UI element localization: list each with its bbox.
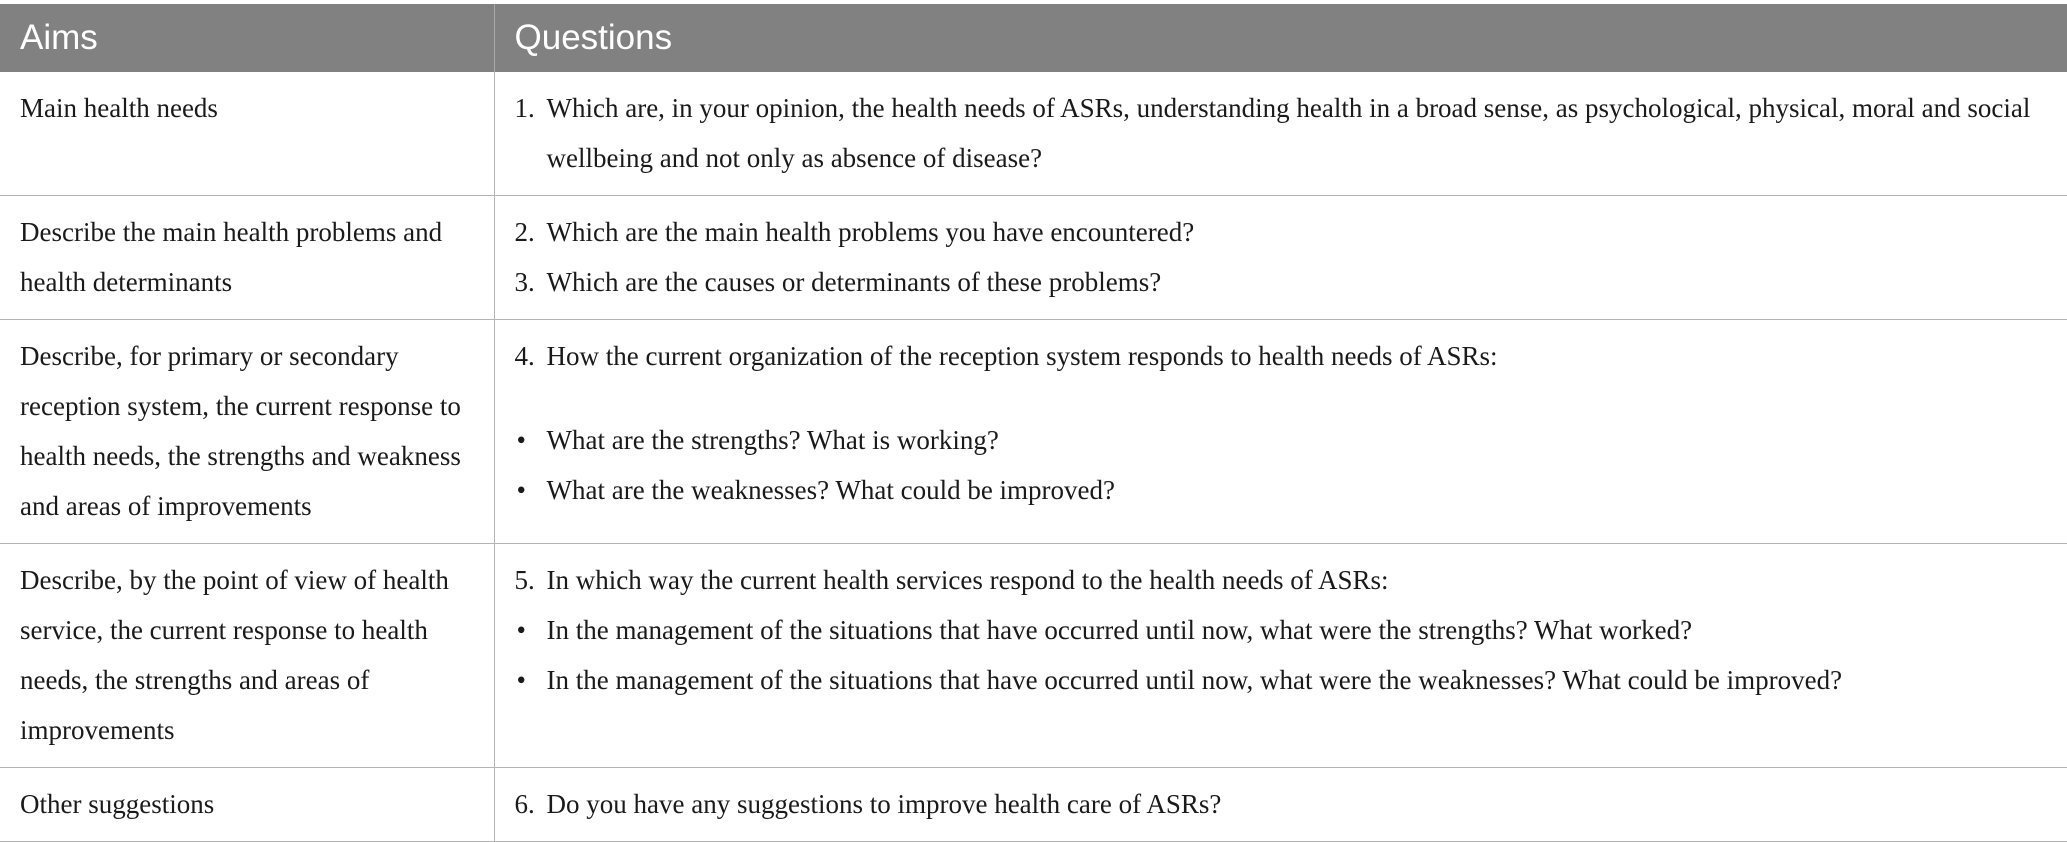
header-questions: Questions [494, 4, 2067, 72]
question-number: 5. [514, 565, 535, 595]
questions-cell [494, 72, 2067, 196]
table-row [0, 72, 2067, 196]
bullet-text: In the management of the situations that have occurred until now, what were the weaknesses? What could be improved? [546, 665, 1843, 695]
question-text: Which are the causes or determinants of these problems? [546, 267, 1162, 297]
question-number: 1. [514, 93, 535, 123]
question-number: 4. [514, 341, 535, 371]
aim-cell: Other suggestions [0, 768, 494, 842]
question-text: In which way the current health services respond to the health needs of ASRs: [546, 565, 1389, 595]
bullet-glyph: • [516, 615, 526, 645]
bullet-item [515, 655, 2048, 705]
aims-questions-table [0, 4, 2067, 842]
table-row [0, 544, 2067, 768]
aim-cell: Describe, by the point of view of health service, the current response to health needs, the strengths and areas of improvements [0, 544, 494, 768]
aim-cell: Main health needs [0, 72, 494, 196]
question-number: 6. [514, 789, 535, 819]
questions-cell [494, 768, 2067, 842]
bullet-glyph: • [516, 425, 526, 455]
question-text: How the current organization of the reception system responds to health needs of ASRs: [546, 341, 1498, 371]
question-text: Which are the main health problems you have encountered? [546, 217, 1195, 247]
question-item [515, 257, 2048, 307]
table-row [0, 320, 2067, 544]
question-item [515, 555, 2048, 605]
question-text: Which are, in your opinion, the health needs of ASRs, understanding health in a broad sense, as psychological, physical, moral and social wellbeing and not only as absence of disease? [546, 93, 2031, 173]
bullet-text: What are the strengths? What is working? [546, 425, 999, 455]
question-item [515, 779, 2048, 829]
table-row [0, 196, 2067, 320]
table-header-row [0, 4, 2067, 72]
question-text: Do you have any suggestions to improve health care of ASRs? [546, 789, 1222, 819]
questions-cell [494, 196, 2067, 320]
bullet-item [515, 415, 2048, 465]
bullet-text: In the management of the situations that have occurred until now, what were the strengths? What worked? [546, 615, 1693, 645]
bullet-text: What are the weaknesses? What could be improved? [546, 475, 1116, 505]
question-number: 2. [514, 217, 535, 247]
question-number: 3. [514, 267, 535, 297]
question-item [515, 207, 2048, 257]
question-item [515, 331, 2048, 381]
header-aims: Aims [0, 4, 494, 72]
table-row [0, 768, 2067, 842]
questions-cell [494, 544, 2067, 768]
bullet-glyph: • [516, 475, 526, 505]
question-item [515, 83, 2048, 183]
bullet-item [515, 465, 2048, 515]
aim-cell: Describe the main health problems and health determinants [0, 196, 494, 320]
questions-cell [494, 320, 2067, 544]
bullet-glyph: • [516, 665, 526, 695]
bullet-item [515, 605, 2048, 655]
aim-cell: Describe, for primary or secondary reception system, the current response to health needs, the strengths and weakness and areas of improvements [0, 320, 494, 544]
